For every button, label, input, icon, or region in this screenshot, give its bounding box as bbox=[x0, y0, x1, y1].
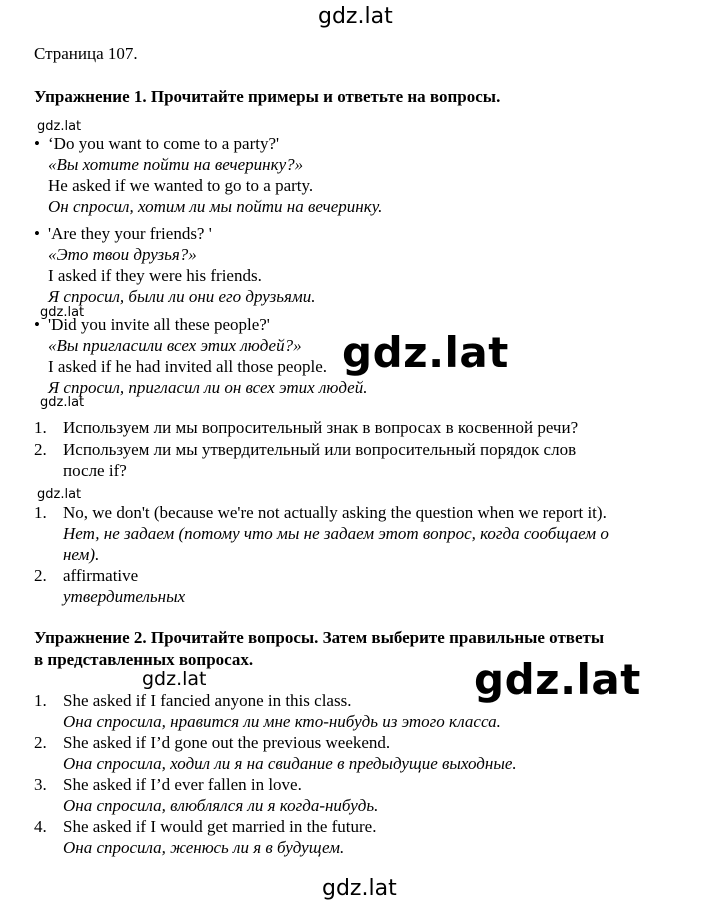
answer-number: 2. bbox=[34, 566, 47, 585]
example-reported: He asked if we wanted to go to a party. bbox=[48, 176, 314, 195]
example-reported-translation: Я спросил, были ли они его друзьями. bbox=[48, 287, 316, 306]
item-number: 2. bbox=[34, 733, 47, 752]
answer-number: 1. bbox=[34, 503, 47, 522]
watermark-small: gdz.lat bbox=[40, 395, 85, 410]
answer-translation: Нет, не задаем (потому что мы не задаем этот вопрос, когда сообщаем о bbox=[63, 524, 609, 543]
watermark-bottom: gdz.lat bbox=[322, 876, 397, 901]
item-english: She asked if I’d ever fallen in love. bbox=[63, 775, 302, 794]
watermark-large: gdz.lat bbox=[474, 655, 641, 704]
item-translation: Она спросила, нравится ли мне кто-нибудь из этого класса. bbox=[63, 712, 501, 731]
question-number: 1. bbox=[34, 418, 47, 437]
example-question-translation: «Это твои друзья?» bbox=[48, 245, 197, 264]
item-number: 4. bbox=[34, 817, 47, 836]
answer-text: No, we don't (because we're not actually asking the question when we report it). bbox=[63, 503, 607, 522]
bullet: • bbox=[34, 134, 40, 153]
item-translation: Она спросила, влюблялся ли я когда-нибудь. bbox=[63, 796, 379, 815]
example-reported-translation: Я спросил, пригласил ли он всех этих людей. bbox=[48, 378, 368, 397]
exercise-2-heading-continued: в представленных вопросах. bbox=[34, 650, 254, 669]
example-reported: I asked if he had invited all those people. bbox=[48, 357, 327, 376]
item-number: 1. bbox=[34, 691, 47, 710]
example-question: ‘Do you want to come to a party?' bbox=[48, 134, 280, 153]
item-english: She asked if I fancied anyone in this class. bbox=[63, 691, 352, 710]
watermark-small: gdz.lat bbox=[37, 487, 82, 502]
question-text: Используем ли мы утвердительный или вопросительный порядок слов bbox=[63, 440, 577, 459]
bullet: • bbox=[34, 224, 40, 243]
watermark-large: gdz.lat bbox=[342, 328, 509, 377]
exercise-2-heading: Упражнение 2. Прочитайте вопросы. Затем выберите правильные ответы bbox=[34, 628, 605, 647]
watermark-medium: gdz.lat bbox=[142, 668, 207, 690]
watermark-top: gdz.lat bbox=[318, 4, 393, 29]
answer-translation: утвердительных bbox=[63, 587, 186, 606]
question-text: Используем ли мы вопросительный знак в вопросах в косвенной речи? bbox=[63, 418, 579, 437]
exercise-1-heading: Упражнение 1. Прочитайте примеры и ответьте на вопросы. bbox=[34, 87, 501, 106]
item-translation: Она спросила, женюсь ли я в будущем. bbox=[63, 838, 345, 857]
question-text-continued: после if? bbox=[63, 461, 127, 480]
watermark-small: gdz.lat bbox=[40, 305, 85, 320]
item-translation: Она спросила, ходил ли я на свидание в предыдущие выходные. bbox=[63, 754, 517, 773]
example-question-translation: «Вы пригласили всех этих людей?» bbox=[48, 336, 302, 355]
example-reported-translation: Он спросил, хотим ли мы пойти на вечеринку. bbox=[48, 197, 383, 216]
answer-text: affirmative bbox=[63, 566, 139, 585]
question-number: 2. bbox=[34, 440, 47, 459]
item-number: 3. bbox=[34, 775, 47, 794]
bullet: • bbox=[34, 315, 40, 334]
item-english: She asked if I’d gone out the previous weekend. bbox=[63, 733, 391, 752]
example-reported: I asked if they were his friends. bbox=[48, 266, 262, 285]
answer-translation-continued: нем). bbox=[63, 545, 100, 564]
example-question: 'Are they your friends? ' bbox=[48, 224, 212, 243]
watermark-small: gdz.lat bbox=[37, 119, 82, 134]
page-label: Страница 107. bbox=[34, 44, 138, 63]
example-question-translation: «Вы хотите пойти на вечеринку?» bbox=[48, 155, 304, 174]
item-english: She asked if I would get married in the future. bbox=[63, 817, 377, 836]
example-question: 'Did you invite all these people?' bbox=[48, 315, 270, 334]
